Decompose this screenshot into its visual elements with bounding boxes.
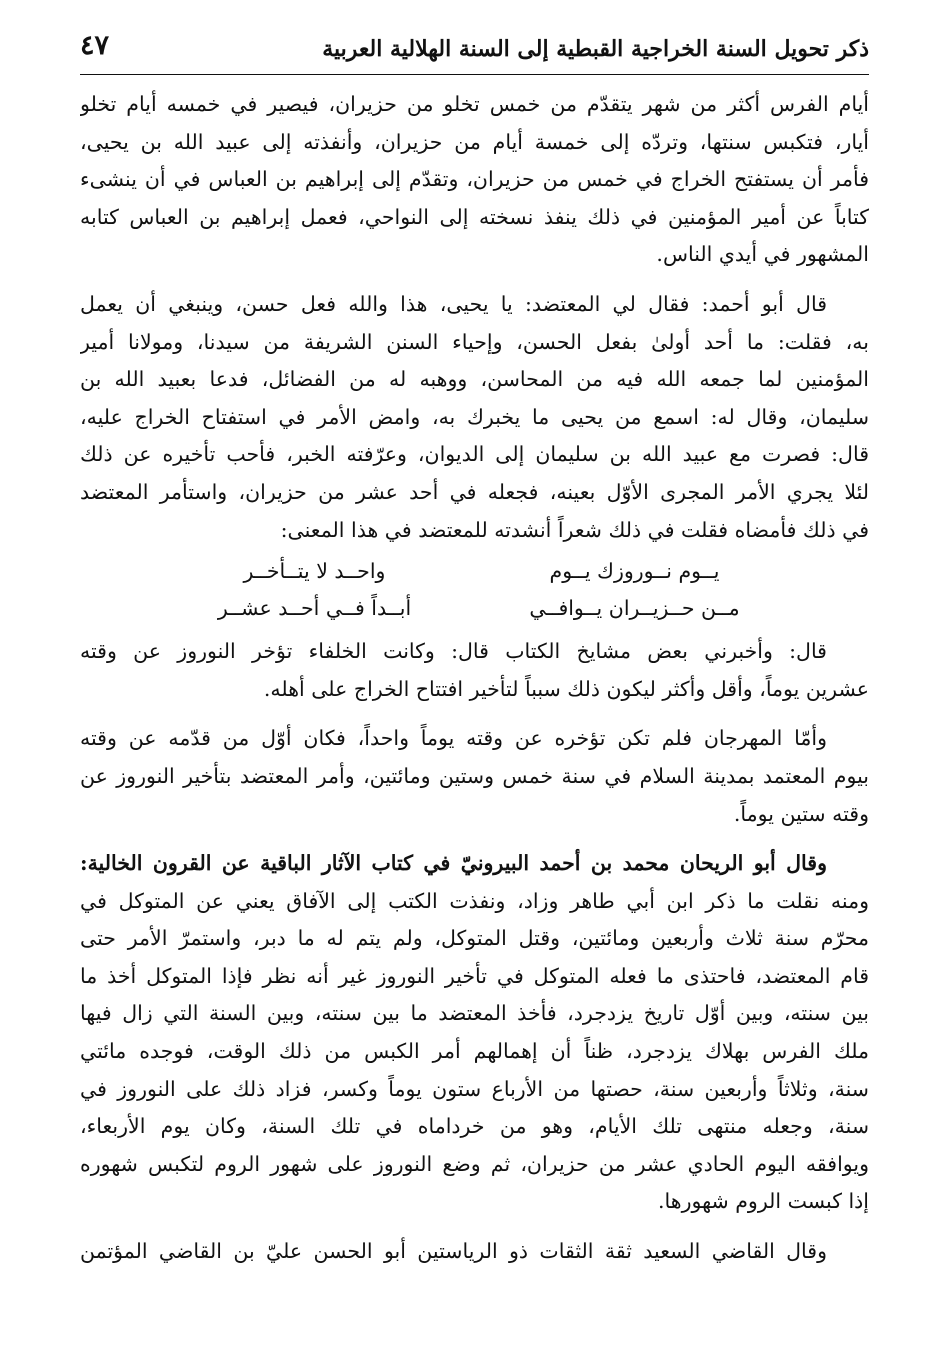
running-title: ذكر تحويل السنة الخراجية القبطية إلى السنة الهلالية العربية [322, 36, 869, 62]
text-line: ملك الفرس بهلاك يزدجرد، ظناً أن إهمالهم أمر الكبس من ذلك الوقت، فوجده مائتي [80, 1039, 869, 1064]
poem [80, 553, 869, 627]
text-line: ومنه نقلت ما ذكر ابن أبي طاهر وزاد، ونفذت الكتب إلى الآفاق يعني عن المتوكل في [80, 888, 869, 913]
text-line: بين سنته، وبين أوّل تاريخ يزدجرد، فأخذ المعتضد ما بين سنته، وبين السنة التي زال فيها [80, 1001, 869, 1026]
text-line: قام المعتضد، فاحتذى ما فعله المتوكل في تأخير النوروز غير أنه نظر فإذا المتوكل أخذ ما [80, 963, 869, 988]
text-line: وأمّا المهرجان فلم تكن تؤخره عن وقته يوماً واحداً، فكان أوّل من قدّمه عن وقته [80, 726, 827, 751]
page-header [80, 22, 869, 75]
poem-verse [80, 590, 869, 627]
text-line: وقته ستين يوماً. [733, 801, 869, 826]
text-line: كتاباً عن أمير المؤمنين في ذلك ينفذ نسخته إلى النواحي، فعمل إبراهيم بن العباس كتابه [80, 204, 869, 229]
text-line: وقال القاضي السعيد ثقة الثقات ذو الرياستين أبو الحسن عليّ بن القاضي المؤتمن [80, 1239, 827, 1264]
text-line: محرّم سنة ثلاث وأربعين ومائتين، وقتل المتوكل، ولم يتم له ما دبر، واستمرّ الأمر حتى [80, 926, 869, 951]
page-body [80, 86, 869, 1271]
paragraph-1 [80, 86, 869, 274]
text-line: به، فقلت: ما أحد أولىٰ بفعل الحسن، وإحياء السنن الشريفة من سيدنا، ومولانا أمير [80, 329, 869, 354]
verse-second-hemistich: أبــداً فــي أحــد عشــر [217, 596, 412, 621]
text-line: أيام الفرس أكثر من شهر يتقدّم من خمس تخلو من حزيران، فيصير في خمسه أيام تخلو [80, 92, 869, 116]
page-number: ٤٧ [80, 30, 110, 61]
verse-first-hemistich: يــوم نــوروزك يــوم [549, 559, 720, 584]
paragraph-5 [80, 845, 869, 1221]
text-line: سنة، وثلاثاً وأربعين سنة، حصتها من الأرباع ستون يوماً وكسر، فزاد ذلك على النوروز في [80, 1076, 869, 1101]
paragraph-3 [80, 633, 869, 708]
text-line: عشرين يوماً، وأقل وأكثر ليكون ذلك سبباً لتأخير افتتاح الخراج على أهله. [263, 676, 869, 701]
paragraph-6 [80, 1233, 869, 1271]
text-line: المشهور في أيدي الناس. [656, 242, 869, 267]
text-line: بيوم المعتمد بمدينة السلام في سنة خمس وستين ومائتين، وأمر المعتضد بتأخير النوروز عن [80, 763, 869, 788]
text-line: ويوافقه اليوم الحادي عشر من حزيران، ثم وضع النوروز على شهور الروم لتكبس شهوره [80, 1151, 869, 1176]
paragraph-4 [80, 720, 869, 833]
paragraph-2 [80, 286, 869, 549]
text-line: قال: فصرت مع عبيد الله بن سليمان إلى الديوان، وعرّفته الخبر، فأحب تأخيره عن ذلك [80, 442, 869, 467]
verse-second-hemistich: واحــد لا يتــأخــر [243, 559, 386, 584]
poem-verse [80, 553, 869, 590]
text-line: قال: وأخبرني بعض مشايخ الكتاب قال: وكانت الخلفاء تؤخر النوروز عن وقته [80, 639, 827, 664]
text-line: فأمر أن يستفتح الخراج في خمس من حزيران، وتقدّم إلى إبراهيم بن العباس في أن ينشىء [80, 167, 869, 192]
text-line: سليمان، وقال له: اسمع من يحيى ما يخبرك به، وامض الأمر في استفتاح الخراج عليه، [80, 404, 869, 429]
text-line: سنة، وجعله منتهى تلك الأيام، وهو من خرداماه في تلك السنة، وكان يوم الأربعاء، [80, 1114, 869, 1139]
text-line: أيار، فتكبس سنتها، وتردّه إلى خمسة أيام من حزيران، وأنفذته إلى عبيد الله بن يحيى، [80, 129, 869, 154]
text-line: لئلا يجري الأمر المجرى الأوّل بعينه، فجعله في أحد عشر من حزيران، واستأمر المعتضد [80, 479, 869, 504]
text-line: في ذلك فأمضاه فقلت في ذلك شعراً أنشدته للمعتضد في هذا المعنى: [280, 517, 869, 542]
text-line: إذا كبست الروم شهورها. [658, 1189, 869, 1214]
text-line: المؤمنين لما جمعه الله فيه من المحاسن، ووهبه له من الفضائل، فدعا بعبيد الله بن [80, 367, 869, 392]
text-line: قال أبو أحمد: فقال لي المعتضد: يا يحيى، هذا والله فعل حسن، وينبغي أن يعمل [80, 291, 827, 316]
text-line: وقال أبو الريحان محمد بن أحمد البيرونيّ في كتاب الآثار الباقية عن القرون الخالية: [80, 851, 827, 876]
verse-first-hemistich: مــن حــزيــران يــوافــي [529, 596, 740, 621]
